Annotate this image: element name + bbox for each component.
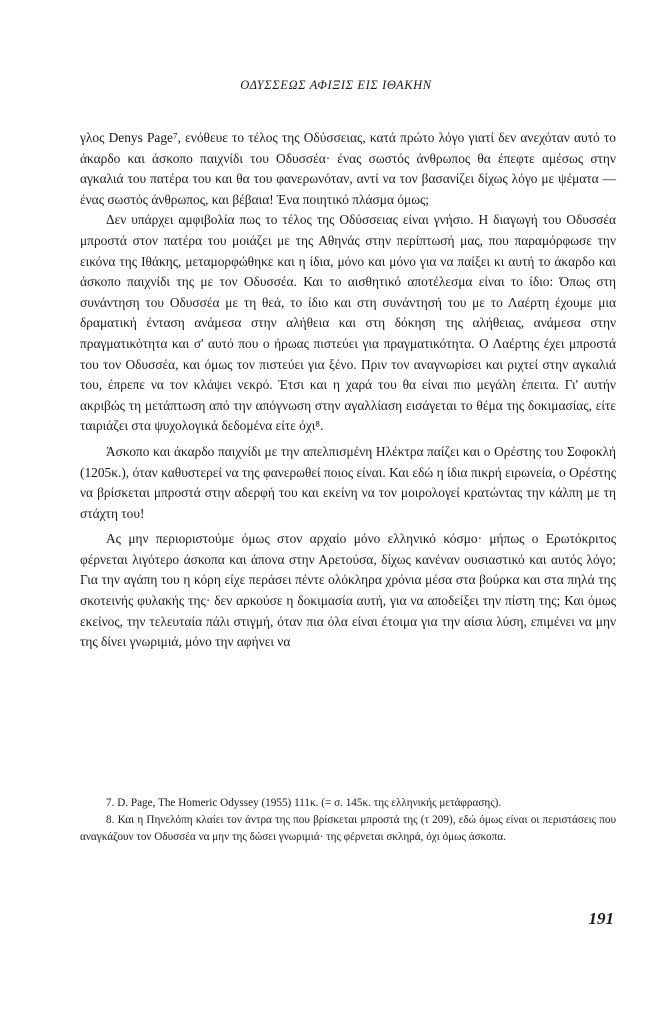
footnote-7: 7. D. Page, The Homeric Odyssey (1955) 111κ. (= σ. 145κ. της ελληνικής μετάφρασης). <box>106 797 502 809</box>
paragraph-3: Άσκοπο και άκαρδο παιχνίδι με την απελπισμένη Ηλέκτρα παίζει και ο Ορέστης του Σοφοκλή (1205κ.), όταν καθυστερεί να της φανερωθεί ποιος είναι. Και εδώ η ίδια πικρή ειρωνεία, ο Ορέστης να βρίσκεται μπροστά στην αδερφή του και εκείνη να τον μοιρολογεί κρατώντας την κάλπη με τη στάχτη του! <box>80 443 616 521</box>
body-text <box>80 128 616 653</box>
footnotes <box>80 795 616 847</box>
paragraph-4: Ας μην περιοριστούμε όμως στον αρχαίο μόνο ελληνικό κόσμο· μήπως ο Ερωτόκριτος φέρνεται λιγότερο άσκοπα και άπονα στην Αρετούσα, δίχως κανέναν ουσιαστικό και αυτός λόγο; Για την αγάπη του η κόρη είχε περάσει πέντε ολόκληρα χρόνια μέσα στα βούρκα και στα πηλά της σκοτεινής φυλακής της· δεν αρκούσε η δοκιμασία αυτή, για να αποδείξει την πίστη της; Και όμως εκείνος, την τελευταία πάλι στιγμή, όταν πια όλα είναι έτοιμα για την αίσια λύση, επιμένει να μην της δίνει γνωριμιά, μόνο την αφήνει να <box>80 531 616 650</box>
page-number: 191 <box>588 909 614 928</box>
paragraph-1: γλος Denys Page⁷, ενόθευε το τέλος της Οδύσσειας, κατά πρώτο λόγο γιατί δεν ανεχόταν αυτό το άκαρδο και άσκοπο παιχνίδι του Οδυσσέα· ένας σωστός άνθρωπος θα έπεφτε αμέσως στην αγκαλιά του πατέρα του και θα του φανερωνόταν, αντί να τον βασανίζει δίχως λόγο με ψέματα — ένας σωστός άνθρωπος, και βέβαια! Ένα ποιητικό πλάσμα όμως; <box>80 130 616 207</box>
running-title: ΟΔΥΣΣΕΩΣ ΑΦΙΞΙΣ ΕΙΣ ΙΘΑΚΗΝ <box>240 78 432 92</box>
paragraph-2: Δεν υπάρχει αμφιβολία πως το τέλος της Οδύσσειας είναι γνήσιο. Η διαγωγή του Οδυσσέα μπροστά στον πατέρα του μοιάζει με της Αθηνάς στην περίπτωσή μας, που παραμόρφωσε την εικόνα της Ιθάκης, μεταμορφώθηκε και η ίδια, μόνο και μόνο για να παίξει κι αυτή το άκαρδο και άσκοπο παιχνίδι της με τον Οδυσσέα. Και το αισθητικό αποτέλεσμα είναι το ίδιο: Όπως στη συνάντηση του Οδυσσέα με τη θεά, το ίδιο και στη συνάντησή του με το Λαέρτη έχουμε μια δραματική ένταση ανάμεσα στην αλήθεια και στη δόκηση της αλήθειας, ανάμεσα στην πραγματικότητα και σ' αυτό που ο ήρωας πιστεύει για πραγματικότητα. Ο Λαέρτης έχει μπροστά του τον Οδυσσέα, και όμως τον πιστεύει για ξένο. Πριν τον αναγνωρίσει και ριχτεί στην αγκαλιά του, έπρεπε να τον κλάψει νεκρό. Έτσι και η χαρά του θα είναι πιο μεγάλη έπειτα. Γι' αυτήν ακριβώς τη μετάπτωση από την απόγνωση στην αγαλλίαση εισάγεται το θέμα της δοκιμασίας, είτε ταιριάζει στα ψυχολογικά δεδομένα είτε όχι⁸. <box>80 212 616 434</box>
footnote-8: 8. Και η Πηνελόπη κλαίει τον άντρα της που βρίσκεται μπροστά της (τ 209), εδώ όμως είναι οι περιστάσεις που αναγκάζουν τον Οδυσσέα να μην της δώσει γνωριμιά· της φέρνεται σκληρά, όχι όμως άσκοπα. <box>80 814 616 844</box>
